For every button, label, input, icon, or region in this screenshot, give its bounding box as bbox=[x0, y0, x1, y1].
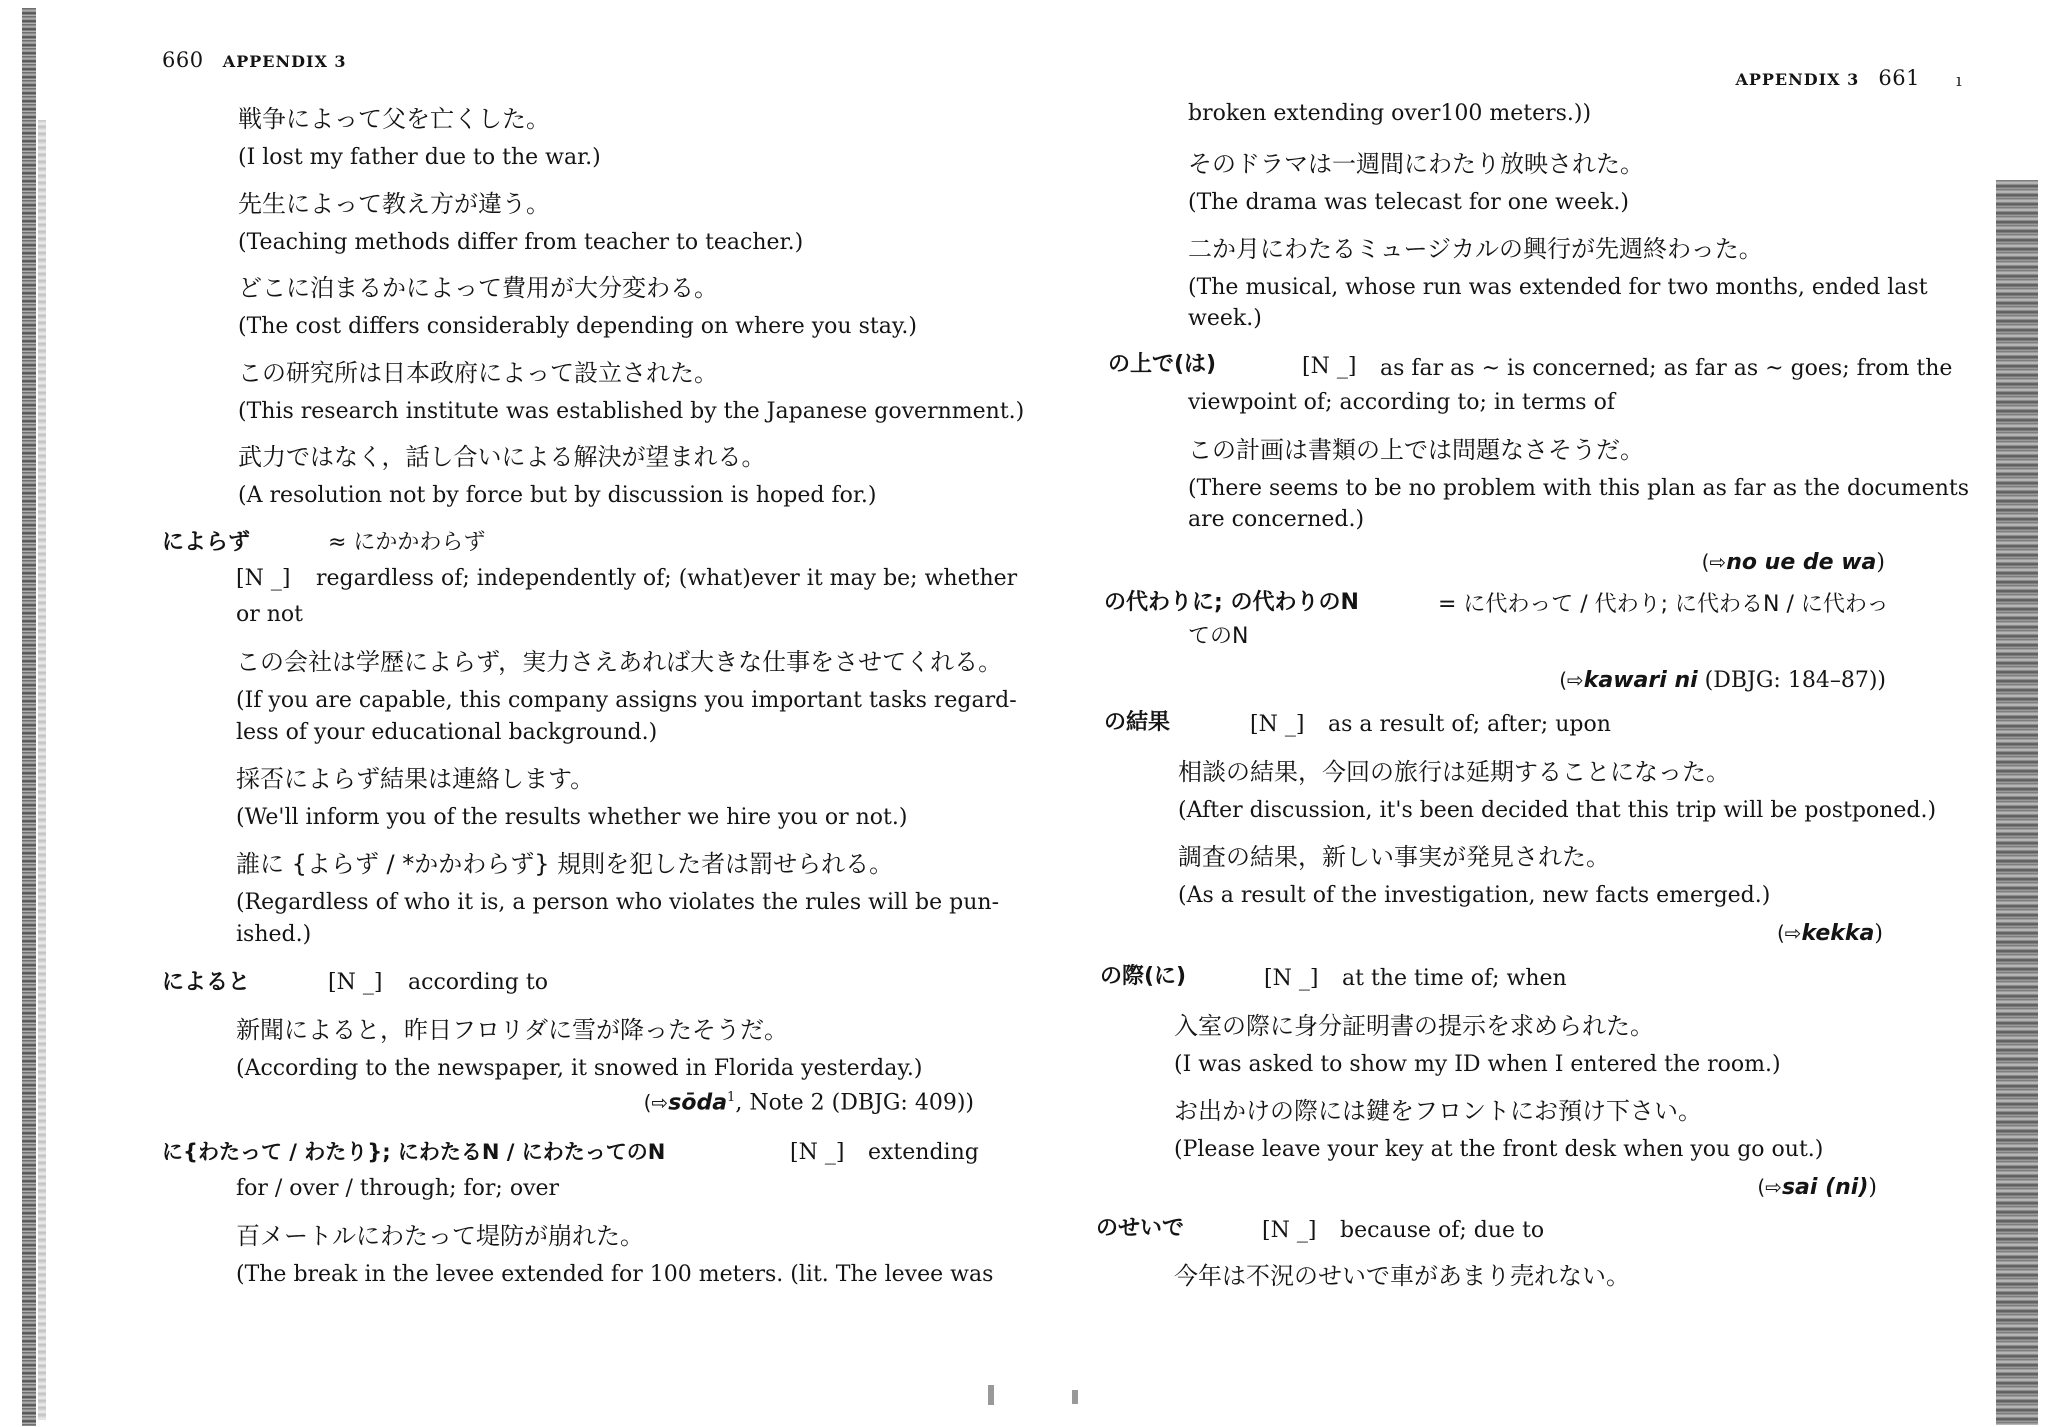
example-en: (This research institute was established by the Japanese government.) bbox=[238, 399, 1025, 424]
example-jp: 百メートルにわたって堤防が崩れた。 bbox=[236, 1222, 644, 1250]
cross-reference bbox=[1559, 668, 1886, 693]
cross-reference bbox=[644, 1090, 974, 1115]
example-jp: 採否によらず結果は連絡します。 bbox=[236, 765, 595, 793]
example-en: (A resolution not by force but by discussion is hoped for.) bbox=[238, 483, 877, 508]
example-en: (The cost differs considerably depending on where you stay.) bbox=[238, 314, 917, 339]
cross-ref-arrow-icon: (⇨ bbox=[643, 1090, 669, 1115]
entry-meaning: regardless of; independently of; (what)ever it may be; whether bbox=[316, 566, 1018, 591]
header-title: APPENDIX 3 bbox=[222, 52, 347, 71]
example-en: less of your educational background.) bbox=[236, 720, 658, 745]
example-jp: 調査の結果，新しい事実が発見された。 bbox=[1178, 843, 1610, 871]
example-jp: 相談の結果，今回の旅行は延期することになった。 bbox=[1178, 758, 1730, 786]
gutter-mark bbox=[988, 1385, 994, 1405]
example-jp: この会社は学歴によらず，実力さえあれば大きな仕事をさせてくれる。 bbox=[236, 648, 1003, 676]
example-jp: 武力ではなく，話し合いによる解決が望まれる。 bbox=[238, 443, 766, 471]
entry-equivalent: = に代わって / 代わり; に代わるN / に代わっ bbox=[1438, 592, 1889, 617]
entry-pattern: [N _] bbox=[236, 566, 291, 591]
page-number: 660 bbox=[162, 48, 204, 72]
right-page-edge bbox=[1996, 180, 2038, 1425]
entry-term: の際(に) bbox=[1100, 964, 1187, 989]
xref-term: sai (ni) bbox=[1781, 1175, 1869, 1200]
entry-pattern: [N _] bbox=[1264, 966, 1319, 991]
example-en: (As a result of the investigation, new facts emerged.) bbox=[1178, 883, 1771, 908]
entry-equivalent: てのN bbox=[1188, 624, 1249, 649]
example-jp: そのドラマは一週間にわたり放映された。 bbox=[1188, 150, 1644, 178]
entry-term: のせいで bbox=[1096, 1216, 1185, 1241]
entry-meaning: according to bbox=[408, 970, 548, 995]
example-en: (I lost my father due to the war.) bbox=[238, 145, 601, 170]
page-number: 661 bbox=[1878, 66, 1920, 90]
xref-detail: ) bbox=[1874, 921, 1883, 946]
example-en: (According to the newspaper, it snowed in Florida yesterday.) bbox=[236, 1056, 923, 1081]
entry-term: によると bbox=[162, 970, 251, 995]
entry-term: の結果 bbox=[1104, 710, 1171, 735]
example-jp: 誰に {よらず / *かかわらず} 規則を犯した者は罰せられる。 bbox=[236, 850, 894, 878]
left-page-edge bbox=[22, 8, 36, 1426]
xref-term: kekka bbox=[1801, 921, 1875, 946]
margin-mark: ı bbox=[1956, 70, 1962, 91]
xref-term: no ue de wa bbox=[1726, 550, 1877, 575]
cross-ref-arrow-icon: (⇨ bbox=[1757, 1175, 1782, 1199]
cross-ref-arrow-icon: (⇨ bbox=[1701, 550, 1727, 574]
left-page-edge-shadow bbox=[38, 120, 46, 1420]
entry-meaning: extending bbox=[868, 1140, 979, 1165]
entry-meaning: because of; due to bbox=[1340, 1218, 1545, 1243]
cross-reference bbox=[1757, 1175, 1877, 1200]
example-jp: どこに泊まるかによって費用が大分変わる。 bbox=[238, 274, 718, 302]
xref-detail: (DBJG: 184–87)) bbox=[1697, 668, 1886, 693]
xref-superscript: 1 bbox=[727, 1090, 736, 1105]
page-header bbox=[1723, 66, 1920, 90]
example-en: (Regardless of who it is, a person who violates the rules will be pun- bbox=[236, 890, 999, 915]
example-en: (There seems to be no problem with this plan as far as the documents bbox=[1188, 476, 1970, 501]
example-en: (We'll inform you of the results whether we hire you or not.) bbox=[236, 805, 908, 830]
example-en: (The break in the levee extended for 100 meters. (lit. The levee was bbox=[236, 1262, 994, 1287]
example-jp: 二か月にわたるミュージカルの興行が先週終わった。 bbox=[1188, 235, 1763, 263]
example-jp: 今年は不況のせいで車があまり売れない。 bbox=[1174, 1262, 1630, 1290]
entry-pattern: [N _] bbox=[1262, 1218, 1317, 1243]
gutter-mark bbox=[1072, 1390, 1078, 1404]
entry-term: に{わたって / わたり}; にわたるN / にわたってのN bbox=[162, 1140, 666, 1164]
entry-meaning: at the time of; when bbox=[1342, 966, 1567, 991]
cross-reference bbox=[1777, 921, 1883, 946]
xref-term: sōda bbox=[668, 1090, 728, 1116]
entry-pattern: [N _] bbox=[1250, 712, 1305, 737]
entry-meaning: as a result of; after; upon bbox=[1328, 712, 1611, 737]
example-jp: 新聞によると，昨日フロリダに雪が降ったそうだ。 bbox=[236, 1016, 788, 1044]
entry-meaning: as far as ~ is concerned; as far as ~ goes; from the bbox=[1380, 356, 1953, 381]
header-title: APPENDIX 3 bbox=[1735, 70, 1860, 89]
cross-ref-arrow-icon: (⇨ bbox=[1776, 921, 1802, 945]
example-en: (The musical, whose run was extended for two months, ended last bbox=[1188, 275, 1928, 300]
entry-meaning: viewpoint of; according to; in terms of bbox=[1188, 390, 1615, 415]
example-en: (After discussion, it's been decided that this trip will be postponed.) bbox=[1178, 798, 1937, 823]
example-en: broken extending over100 meters.)) bbox=[1188, 101, 1592, 126]
example-jp: この計画は書類の上では問題なさそうだ。 bbox=[1188, 436, 1644, 464]
xref-detail: , Note 2 (DBJG: 409)) bbox=[735, 1090, 974, 1116]
example-en: ished.) bbox=[236, 922, 312, 947]
xref-term: kawari ni bbox=[1583, 668, 1698, 693]
entry-pattern: [N _] bbox=[328, 970, 383, 995]
entry-meaning: for / over / through; for; over bbox=[236, 1176, 560, 1201]
example-en: are concerned.) bbox=[1188, 507, 1365, 532]
entry-meaning: or not bbox=[236, 602, 304, 627]
entry-term: によらず bbox=[162, 530, 251, 555]
example-en: (If you are capable, this company assigns you important tasks regard- bbox=[236, 688, 1017, 713]
entry-equivalent: ≈ にかかわらず bbox=[328, 530, 486, 555]
example-en: (I was asked to show my ID when I entered the room.) bbox=[1174, 1052, 1781, 1077]
example-jp: この研究所は日本政府によって設立された。 bbox=[238, 359, 718, 387]
example-en: week.) bbox=[1188, 306, 1262, 331]
cross-ref-arrow-icon: (⇨ bbox=[1559, 668, 1584, 692]
example-jp: お出かけの際には鍵をフロントにお預け下さい。 bbox=[1174, 1097, 1702, 1125]
cross-reference bbox=[1702, 550, 1885, 575]
example-en: (The drama was telecast for one week.) bbox=[1188, 190, 1629, 215]
entry-term: の上で(は) bbox=[1108, 352, 1217, 377]
page-header bbox=[162, 48, 359, 72]
example-en: (Please leave your key at the front desk when you go out.) bbox=[1174, 1137, 1824, 1162]
entry-pattern: [N _] bbox=[1302, 354, 1357, 379]
example-jp: 先生によって教え方が違う。 bbox=[238, 190, 550, 218]
entry-pattern: [N _] bbox=[790, 1140, 845, 1165]
example-jp: 入室の際に身分証明書の提示を求められた。 bbox=[1174, 1012, 1654, 1040]
example-jp: 戦争によって父を亡くした。 bbox=[238, 105, 550, 133]
xref-detail: ) bbox=[1876, 550, 1885, 575]
entry-term: の代わりに; の代わりのN bbox=[1104, 590, 1359, 615]
xref-detail: ) bbox=[1868, 1175, 1877, 1200]
example-en: (Teaching methods differ from teacher to teacher.) bbox=[238, 230, 804, 255]
